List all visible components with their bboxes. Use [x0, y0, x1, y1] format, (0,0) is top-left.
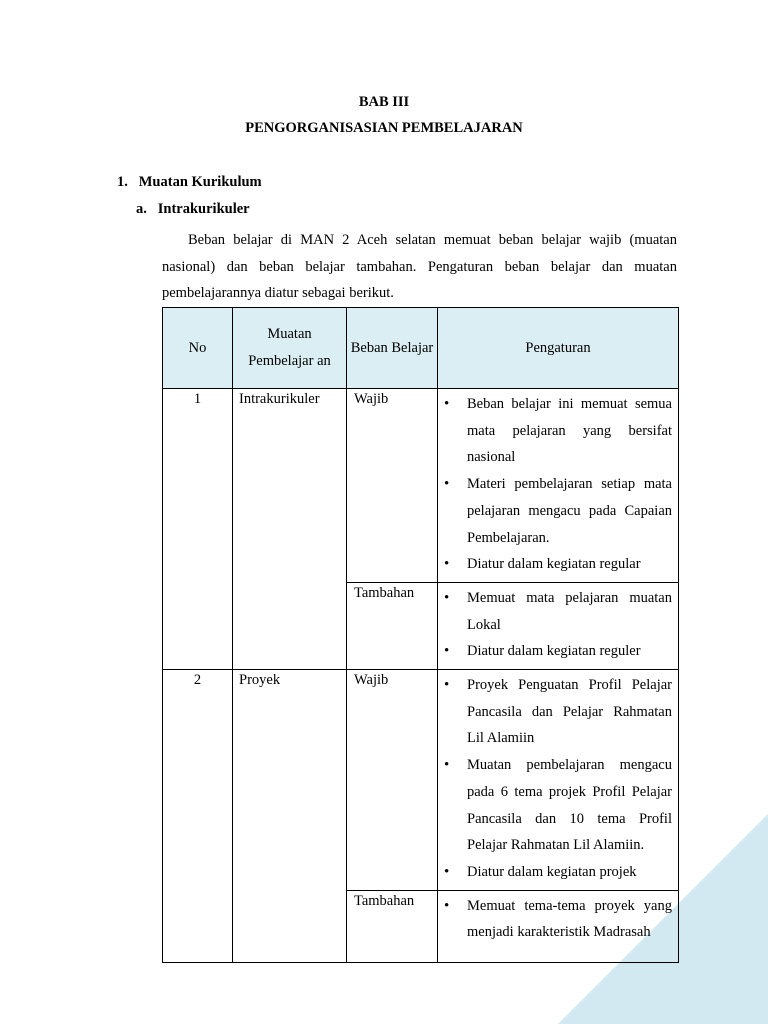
bullet-list: [438, 391, 672, 578]
list-item: • Diatur dalam kegiatan regular: [438, 551, 672, 578]
subsection-heading: a. Intrakurikuler: [136, 201, 250, 217]
pengaturan-cell: [438, 582, 679, 669]
row-muatan: Intrakurikuler: [233, 389, 347, 670]
list-item: • Materi pembelajaran setiap mata pelajaran mengacu pada Capaian Pembelajaran.: [438, 471, 672, 551]
list-item: • Memuat tema-tema proyek yang menjadi karakteristik Madrasah: [438, 893, 672, 946]
list-item: • Beban belajar ini memuat semua mata pelajaran yang bersifat nasional: [438, 391, 672, 471]
section-heading: 1. Muatan Kurikulum: [117, 174, 262, 190]
beban-tambahan: Tambahan: [347, 890, 438, 962]
row-muatan: Proyek: [233, 670, 347, 963]
beban-wajib: Wajib: [347, 389, 438, 583]
list-item: • Proyek Penguatan Profil Pelajar Pancasila dan Pelajar Rahmatan Lil Alamiin: [438, 672, 672, 752]
header-no: No: [163, 308, 233, 389]
list-item: • Muatan pembelajaran mengacu pada 6 tema projek Profil Pelajar Pancasila dan 10 tema Profil Pelajar Rahmatan Lil Alamiin.: [438, 752, 672, 859]
header-muatan-text: Muatan Pembelajar an: [248, 326, 331, 369]
header-pengaturan: Pengaturan: [438, 308, 679, 389]
list-item: • Diatur dalam kegiatan reguler: [438, 638, 672, 665]
pengaturan-cell: [438, 890, 679, 962]
row-number: 1: [163, 389, 233, 670]
beban-wajib: Wajib: [347, 670, 438, 891]
list-item: • Diatur dalam kegiatan projek: [438, 859, 672, 886]
chapter-title: BAB III: [358, 94, 410, 110]
intro-paragraph: Beban belajar di MAN 2 Aceh selatan memuat beban belajar wajib (muatan nasional) dan beban belajar tambahan. Pengaturan beban belajar dan muatan pembelajarannya diatur sebagai berikut.: [162, 232, 677, 301]
pengaturan-cell: [438, 670, 679, 891]
chapter-subtitle: PENGORGANISASIAN PEMBELAJARAN: [245, 120, 523, 136]
curriculum-table: [162, 307, 679, 963]
list-item: • Memuat mata pelajaran muatan Lokal: [438, 585, 672, 638]
beban-tambahan: Tambahan: [347, 582, 438, 669]
header-beban: Beban Belajar: [347, 308, 438, 389]
bullet-list: [438, 672, 672, 886]
bullet-list: [438, 893, 672, 946]
bullet-list: [438, 585, 672, 665]
table-row: [163, 389, 679, 583]
table-row: [163, 670, 679, 891]
row-number: 2: [163, 670, 233, 963]
header-muatan: [233, 308, 347, 389]
table-header-row: [163, 308, 679, 389]
pengaturan-cell: [438, 389, 679, 583]
